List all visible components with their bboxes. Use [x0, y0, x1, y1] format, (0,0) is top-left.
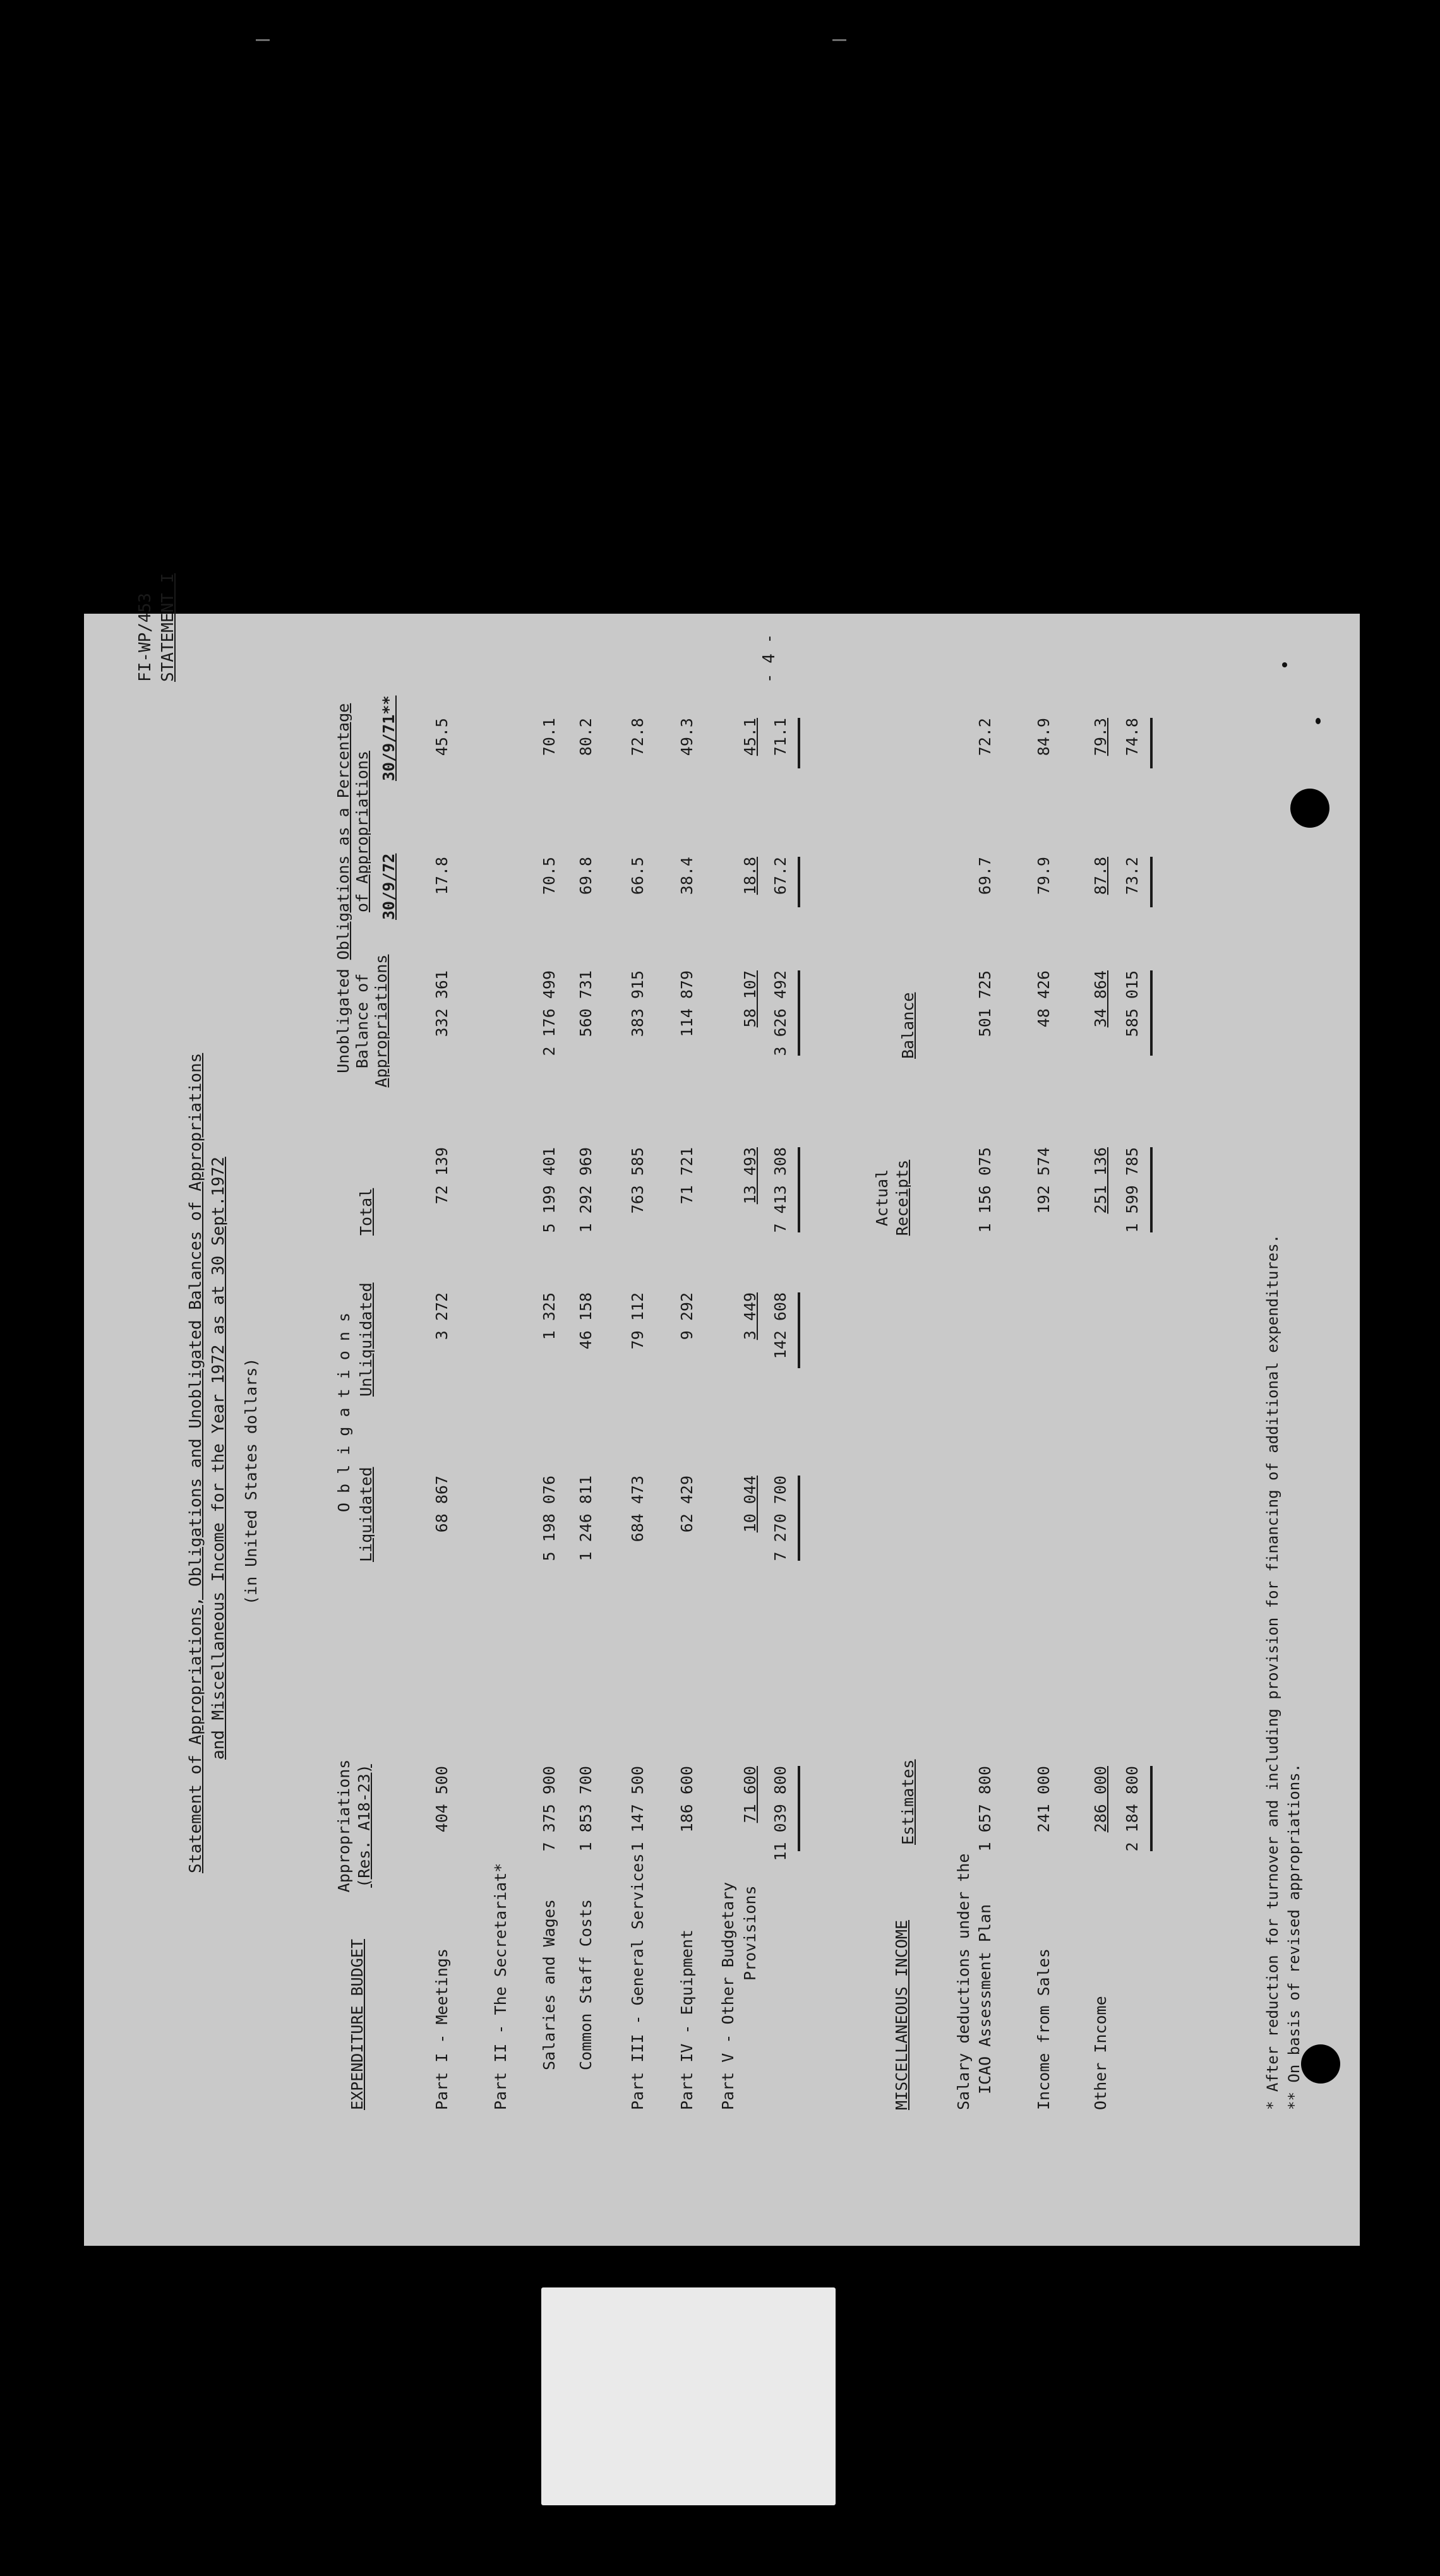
cell-unliquidated: 79 112 — [628, 1292, 647, 1350]
double-rule — [798, 718, 800, 768]
cell-total: 71 721 — [678, 1147, 696, 1205]
section-label-misc-income: MISCELLANEOUS INCOME — [892, 1919, 911, 2110]
row-label: Income from Sales — [1035, 1948, 1053, 2110]
cell-liquidated: 684 473 — [628, 1476, 647, 1542]
double-rule — [798, 1147, 800, 1232]
cell-pct-1972: 79.9 — [1035, 857, 1053, 895]
total-pct-1971: 71.1 — [771, 718, 789, 756]
cell-pct-1971: 70.1 — [540, 718, 558, 756]
total-receipts: 1 599 785 — [1123, 1147, 1141, 1233]
document-title-line2: and Miscellaneous Income for the Year 1972 as at 30 Sept.1972 — [209, 1157, 228, 1760]
cell-pct-1972: 87.8 — [1091, 857, 1110, 895]
cell-pct-1971: 45.1 — [741, 718, 759, 756]
row-label: Part V - Other Budgetary — [719, 1881, 737, 2110]
scan-mark — [832, 39, 846, 41]
row-label: Salary deductions under the — [954, 1853, 973, 2110]
cell-balance: 58 107 — [741, 970, 759, 1028]
cell-appropriations: 404 500 — [433, 1766, 451, 1833]
document-ref-code: FI-WP/453 — [136, 593, 155, 682]
cell-pct-1972: 70.5 — [540, 857, 558, 895]
double-rule — [1150, 970, 1153, 1056]
cell-appropriations: 71 600 — [741, 1766, 759, 1823]
currency-note: (in United States dollars) — [242, 1357, 260, 1605]
total-unliquidated: 142 608 — [771, 1292, 789, 1359]
cell-appropriations: 186 600 — [678, 1766, 696, 1833]
total-appropriations: 11 039 800 — [771, 1766, 789, 1861]
cell-pct-1971: 45.5 — [433, 718, 451, 756]
cell-unliquidated: 1 325 — [540, 1292, 558, 1340]
cell-liquidated: 5 198 076 — [540, 1476, 558, 1561]
total-liquidated: 7 270 700 — [771, 1476, 789, 1561]
cell-receipts: 1 156 075 — [976, 1147, 994, 1233]
cell-appropriations: 7 375 900 — [540, 1766, 558, 1852]
cell-pct-1971: 49.3 — [678, 718, 696, 756]
header-total: Total — [357, 1188, 375, 1236]
statement-label: STATEMENT I — [159, 573, 177, 682]
cell-pct-1972: 18.8 — [741, 857, 759, 895]
double-rule — [1150, 1766, 1153, 1851]
cell-total: 1 292 969 — [577, 1147, 595, 1233]
cell-balance: 2 176 499 — [540, 970, 558, 1056]
footnote-2: ** On basis of revised appropriations. — [1285, 1763, 1303, 2110]
double-rule — [798, 857, 800, 907]
total-balance: 3 626 492 — [771, 970, 789, 1056]
total-pct-1972: 73.2 — [1123, 857, 1141, 895]
cell-pct-1971: 84.9 — [1035, 718, 1053, 756]
row-label: Other Income — [1091, 1996, 1110, 2110]
document-content — [84, 573, 1360, 2246]
cell-balance: 383 915 — [628, 970, 647, 1037]
header-estimates: Estimates — [899, 1759, 917, 1845]
row-label: Common Staff Costs — [577, 1899, 595, 2070]
row-label-continued: ICAO Assessment Plan — [976, 1904, 994, 2094]
cell-liquidated: 10 044 — [741, 1476, 759, 1533]
cell-total: 763 585 — [628, 1147, 647, 1214]
cell-estimates: 1 657 800 — [976, 1766, 994, 1852]
row-label-continued: Provisions — [741, 1885, 759, 1981]
cell-unliquidated: 3 449 — [741, 1292, 759, 1340]
index-card — [541, 2287, 836, 2505]
row-label: Part II - The Secretariat* — [491, 1863, 510, 2110]
cell-balance: 332 361 — [433, 970, 451, 1037]
total-balance: 585 015 — [1123, 970, 1141, 1037]
cell-liquidated: 68 867 — [433, 1476, 451, 1533]
double-rule — [798, 1292, 800, 1368]
header-unliquidated: Unliquidated — [357, 1282, 375, 1397]
cell-total: 13 493 — [741, 1147, 759, 1205]
cell-pct-1971: 72.8 — [628, 718, 647, 756]
total-pct-1972: 67.2 — [771, 857, 789, 895]
double-rule — [798, 1766, 800, 1851]
document-title-line1: Statement of Appropriations, Obligations and Unobligated Balances of Appropriations — [186, 1052, 205, 1873]
total-obligations: 7 413 308 — [771, 1147, 789, 1233]
cell-appropriations: 1 853 700 — [577, 1766, 595, 1852]
header-appropriations: Appropriations (Res. A18-23) — [335, 1759, 373, 1893]
double-rule — [798, 1476, 800, 1561]
cell-pct-1972: 69.8 — [577, 857, 595, 895]
cell-pct-1971: 72.2 — [976, 718, 994, 756]
cell-receipts: 251 136 — [1091, 1147, 1110, 1214]
row-label: Part I - Meetings — [433, 1948, 451, 2110]
header-percentage: Obligations as a Percentage of Appropriations — [334, 703, 371, 960]
cell-liquidated: 1 246 811 — [577, 1476, 595, 1561]
cell-total: 5 199 401 — [540, 1147, 558, 1233]
cell-balance: 114 879 — [678, 970, 696, 1037]
cell-pct-1971: 80.2 — [577, 718, 595, 756]
double-rule — [798, 970, 800, 1056]
total-estimates: 2 184 800 — [1123, 1766, 1141, 1852]
cell-estimates: 286 000 — [1091, 1766, 1110, 1833]
section-label-expenditure: EXPENDITURE BUDGET — [348, 1939, 366, 2110]
header-pct-1972: 30/9/72 — [380, 853, 398, 920]
page-number: - 4 - — [760, 633, 779, 683]
cell-total: 72 139 — [433, 1147, 451, 1205]
cell-pct-1972: 17.8 — [433, 857, 451, 895]
header-balance: Balance — [899, 992, 917, 1059]
cell-appropriations: 1 147 500 — [628, 1766, 647, 1852]
row-label: Part III - General Services — [628, 1853, 647, 2110]
header-actual-receipts: Actual Receipts — [873, 1159, 911, 1236]
double-rule — [1150, 1147, 1153, 1232]
cell-balance: 560 731 — [577, 970, 595, 1037]
total-pct-1971: 74.8 — [1123, 718, 1141, 756]
cell-balance: 34 864 — [1091, 970, 1110, 1028]
double-rule — [1150, 857, 1153, 907]
cell-balance: 48 426 — [1035, 970, 1053, 1028]
double-rule — [1150, 718, 1153, 768]
header-unobligated: Unobligated Balance of Appropriations — [334, 954, 390, 1088]
header-obligations: O b l i g a t i o n s — [335, 1312, 353, 1513]
cell-estimates: 241 000 — [1035, 1766, 1053, 1833]
cell-pct-1972: 66.5 — [628, 857, 647, 895]
cell-pct-1972: 38.4 — [678, 857, 696, 895]
header-liquidated: Liquidated — [357, 1467, 375, 1562]
cell-unliquidated: 9 292 — [678, 1292, 696, 1340]
scan-mark — [256, 39, 270, 41]
cell-receipts: 192 574 — [1035, 1147, 1053, 1214]
cell-unliquidated: 3 272 — [433, 1292, 451, 1340]
row-label: Part IV - Equipment — [678, 1929, 696, 2110]
cell-unliquidated: 46 158 — [577, 1292, 595, 1350]
header-pct-1971: 30/9/71** — [380, 695, 398, 781]
cell-liquidated: 62 429 — [678, 1476, 696, 1533]
cell-pct-1971: 79.3 — [1091, 718, 1110, 756]
row-label: Salaries and Wages — [540, 1899, 558, 2070]
cell-pct-1972: 69.7 — [976, 857, 994, 895]
footnote-1: * After reduction for turnover and including provision for financing of additional expenditures. — [1264, 1234, 1281, 2110]
cell-balance: 501 725 — [976, 970, 994, 1037]
